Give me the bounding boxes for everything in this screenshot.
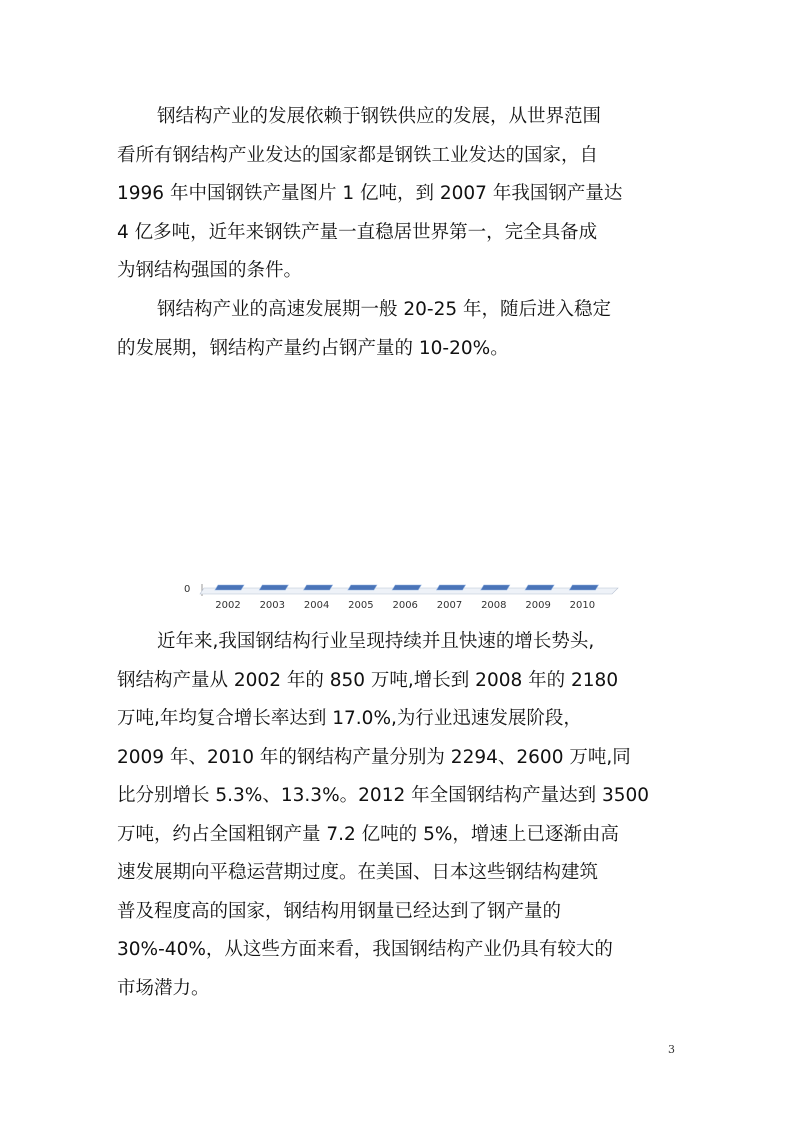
bar-2004	[304, 585, 333, 590]
bar-2003	[259, 585, 288, 590]
text-line: 4 亿多吨，近年来钢铁产量一直稳居世界第一，完全具备成	[117, 221, 598, 243]
text-line: 万吨,年均复合增长率达到 17.0%,为行业迅速发展阶段，	[117, 708, 582, 729]
text-line: 市场潜力。	[117, 977, 210, 999]
bar-2009	[525, 585, 554, 590]
x-tick-label-2008: 2008	[481, 600, 507, 611]
y-tick-label-zero: 0	[184, 584, 191, 595]
text-line: 2009 年、2010 年的钢结构产量分别为 2294、2600 万吨,同	[117, 746, 631, 768]
page-number: 3	[668, 1043, 675, 1056]
steel-output-bar-chart	[178, 574, 628, 614]
x-tick-label-2007: 2007	[436, 600, 463, 611]
text-line: 万吨，约占全国粗钢产量 7.2 亿吨的 5%，增速上已逐渐由高	[117, 823, 619, 845]
text-line: 看所有钢结构产业发达的国家都是钢铁工业发达的国家，自	[117, 144, 599, 166]
x-tick-label-2010: 2010	[569, 600, 596, 611]
text-line: 普及程度高的国家，钢结构用钢量已经达到了钢产量的	[117, 900, 562, 922]
x-tick-label-2005: 2005	[348, 600, 374, 611]
paragraph-steel-supply	[117, 98, 677, 291]
x-tick-label-2002: 2002	[215, 600, 241, 611]
bar-2010	[569, 585, 598, 590]
text-line: 钢结构产业的发展依赖于钢铁供应的发展，从世界范围	[157, 106, 602, 127]
text-line: 为钢结构强国的条件。	[117, 260, 303, 281]
x-tick-labels	[215, 600, 595, 611]
x-tick-label-2009: 2009	[525, 600, 551, 611]
bar-2008	[481, 585, 510, 590]
text-line: 1996 年中国钢铁产量图片 1 亿吨，到 2007 年我国钢产量达	[117, 183, 623, 204]
bars-group	[215, 585, 598, 590]
text-line: 近年来,我国钢结构行业呈现持续并且快速的增长势头,	[157, 631, 595, 652]
x-tick-label-2004: 2004	[303, 600, 330, 611]
text-line: 的发展期，钢结构产量约占钢产量的 10-20%。	[117, 337, 509, 359]
text-line: 钢结构产业的高速发展期一般 20-25 年，随后进入稳定	[157, 299, 612, 320]
x-tick-label-2006: 2006	[392, 600, 418, 611]
text-line: 30%-40%，从这些方面来看，我国钢结构产业仍具有较大的	[117, 939, 613, 960]
paragraph-recent-growth	[117, 623, 677, 1008]
text-line: 钢结构产量从 2002 年的 850 万吨,增长到 2008 年的 2180	[117, 669, 619, 691]
bar-2007	[437, 585, 466, 590]
x-tick-label-2003: 2003	[259, 600, 286, 611]
text-line: 比分别增长 5.3%、13.3%。2012 年全国钢结构产量达到 3500	[117, 785, 650, 806]
bar-2005	[348, 585, 377, 590]
text-line: 速发展期向平稳运营期过度。在美国、日本这些钢结构建筑	[117, 862, 599, 883]
paragraph-growth-period	[117, 291, 677, 368]
bar-2006	[392, 585, 421, 590]
bar-2002	[215, 585, 244, 590]
